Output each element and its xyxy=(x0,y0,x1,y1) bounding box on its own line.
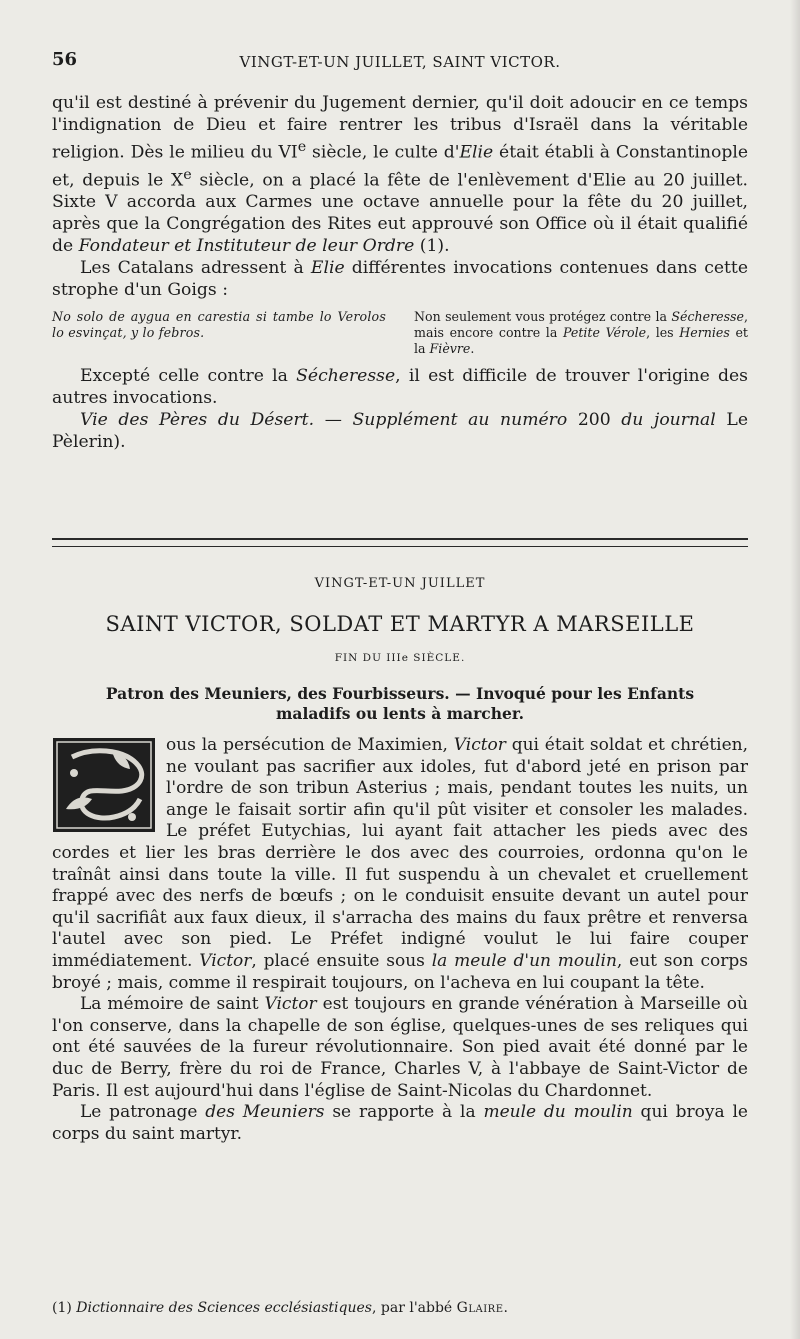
story xyxy=(52,735,748,1145)
page-number: 56 xyxy=(52,49,78,70)
paragraph-catalans: Les Catalans adressent à Elie différentes invocations contenues dans cette strophe d'un Goigs : xyxy=(52,258,748,301)
paragraph-martyrdom: ous la persécution de Maximien, Victor qui était soldat et chrétien, ne voulant pas sacrifier aux idoles, fut d'abord jeté en prison par l'ordre de son tribun Asterius ; mais, pendant toutes les nuits, un ange le faisait sortir afin qu'il pût visiter et consoler les malades. Le préfet Eutychias, lui ayant fait attacher les pieds avec des cordes et lier les bras derrière le dos avec des courroies, ordonna qu'on le traînât ainsi dans toute la ville. Il fut suspendu à un chevalet et cruellement frappé avec des nerfs de bœufs ; on le conduisit ensuite devant un autel pour qu'il sacrifiât aux faux dieux, il s'arracha des mains du faux prêtre et renversa l'autel avec son pied. Le Préfet indigné voulut le lui faire couper immédiatement. Victor, placé ensuite sous la meule d'un moulin, eut son corps broyé ; mais, comme il respirait toujours, on l'acheva en lui coupant la tête. xyxy=(52,735,748,993)
running-head xyxy=(52,49,748,77)
verse-french: Non seulement vous protégez contre la Sécheresse, mais encore contre la Petite Vérole, les Hernies et la Fièvre. xyxy=(414,309,748,357)
paragraph-origin: Excepté celle contre la Sécheresse, il est difficile de trouver l'origine des autres invocations. xyxy=(52,366,748,409)
header-title: VINGT-ET-UN JUILLET, SAINT VICTOR. xyxy=(239,53,561,71)
paragraph-patronage: Le patronage des Meuniers se rapporte à la meule du moulin qui broya le corps du saint martyr. xyxy=(52,1102,748,1144)
goigs-verse xyxy=(52,309,748,357)
paragraph-source: Vie des Pères du Désert. — Supplément au numéro 200 du journal Le Pèlerin). xyxy=(52,410,748,453)
paragraph-elie-cult: qu'il est destiné à prévenir du Jugement dernier, qu'il doit adoucir en ce temps l'indignation de Dieu et faire rentrer les tribus d'Israël dans la véritable religion. Dès le milieu du VIe siècle, le culte d'Elie était établi à Constantinople et, depuis le Xe siècle, on a placé la fête de l'enlèvement d'Elie au 20 juillet. Sixte V accorda aux Carmes une octave annuelle pour la fête du 20 juillet, après que la Congrégation des Rites eut approuvé son Office où il était qualifié de Fondateur et Instituteur de leur Ordre (1). xyxy=(52,93,749,257)
paragraph-veneration: La mémoire de saint Victor est toujours en grande vénération à Marseille où l'on conserve, dans la chapelle de son église, quelques-unes de ses reliques qui ont été sauvées de la fureur révolutionnaire. Son pied avait été donné par le duc de Berry, frère du roi de France, Charles V, à l'abbaye de Saint-Victor de Paris. Il est aujourd'hui dans l'église de Saint-Nicolas du Chardonnet. xyxy=(52,994,748,1101)
section-saint-title: SAINT VICTOR, SOLDAT ET MARTYR A MARSEILLE xyxy=(105,612,695,636)
section-era: FIN DU IIIe SIÈCLE. xyxy=(334,652,466,664)
section-date: VINGT-ET-UN JUILLET xyxy=(314,576,486,591)
footnote: (1) Dictionnaire des Sciences ecclésiastiques, par l'abbé Glaire. xyxy=(52,1300,508,1316)
section-divider xyxy=(52,538,748,547)
top-section xyxy=(52,92,748,453)
section-patronage: Patron des Meuniers, des Fourbisseurs. — Invoqué pour les Enfants maladifs ou lents à marcher. xyxy=(105,684,695,723)
ornamental-initial-icon xyxy=(52,737,156,833)
verse-occitan: No solo de aygua en carestia si tambe lo Verolos lo esvinçat, y lo febros. xyxy=(52,309,386,341)
